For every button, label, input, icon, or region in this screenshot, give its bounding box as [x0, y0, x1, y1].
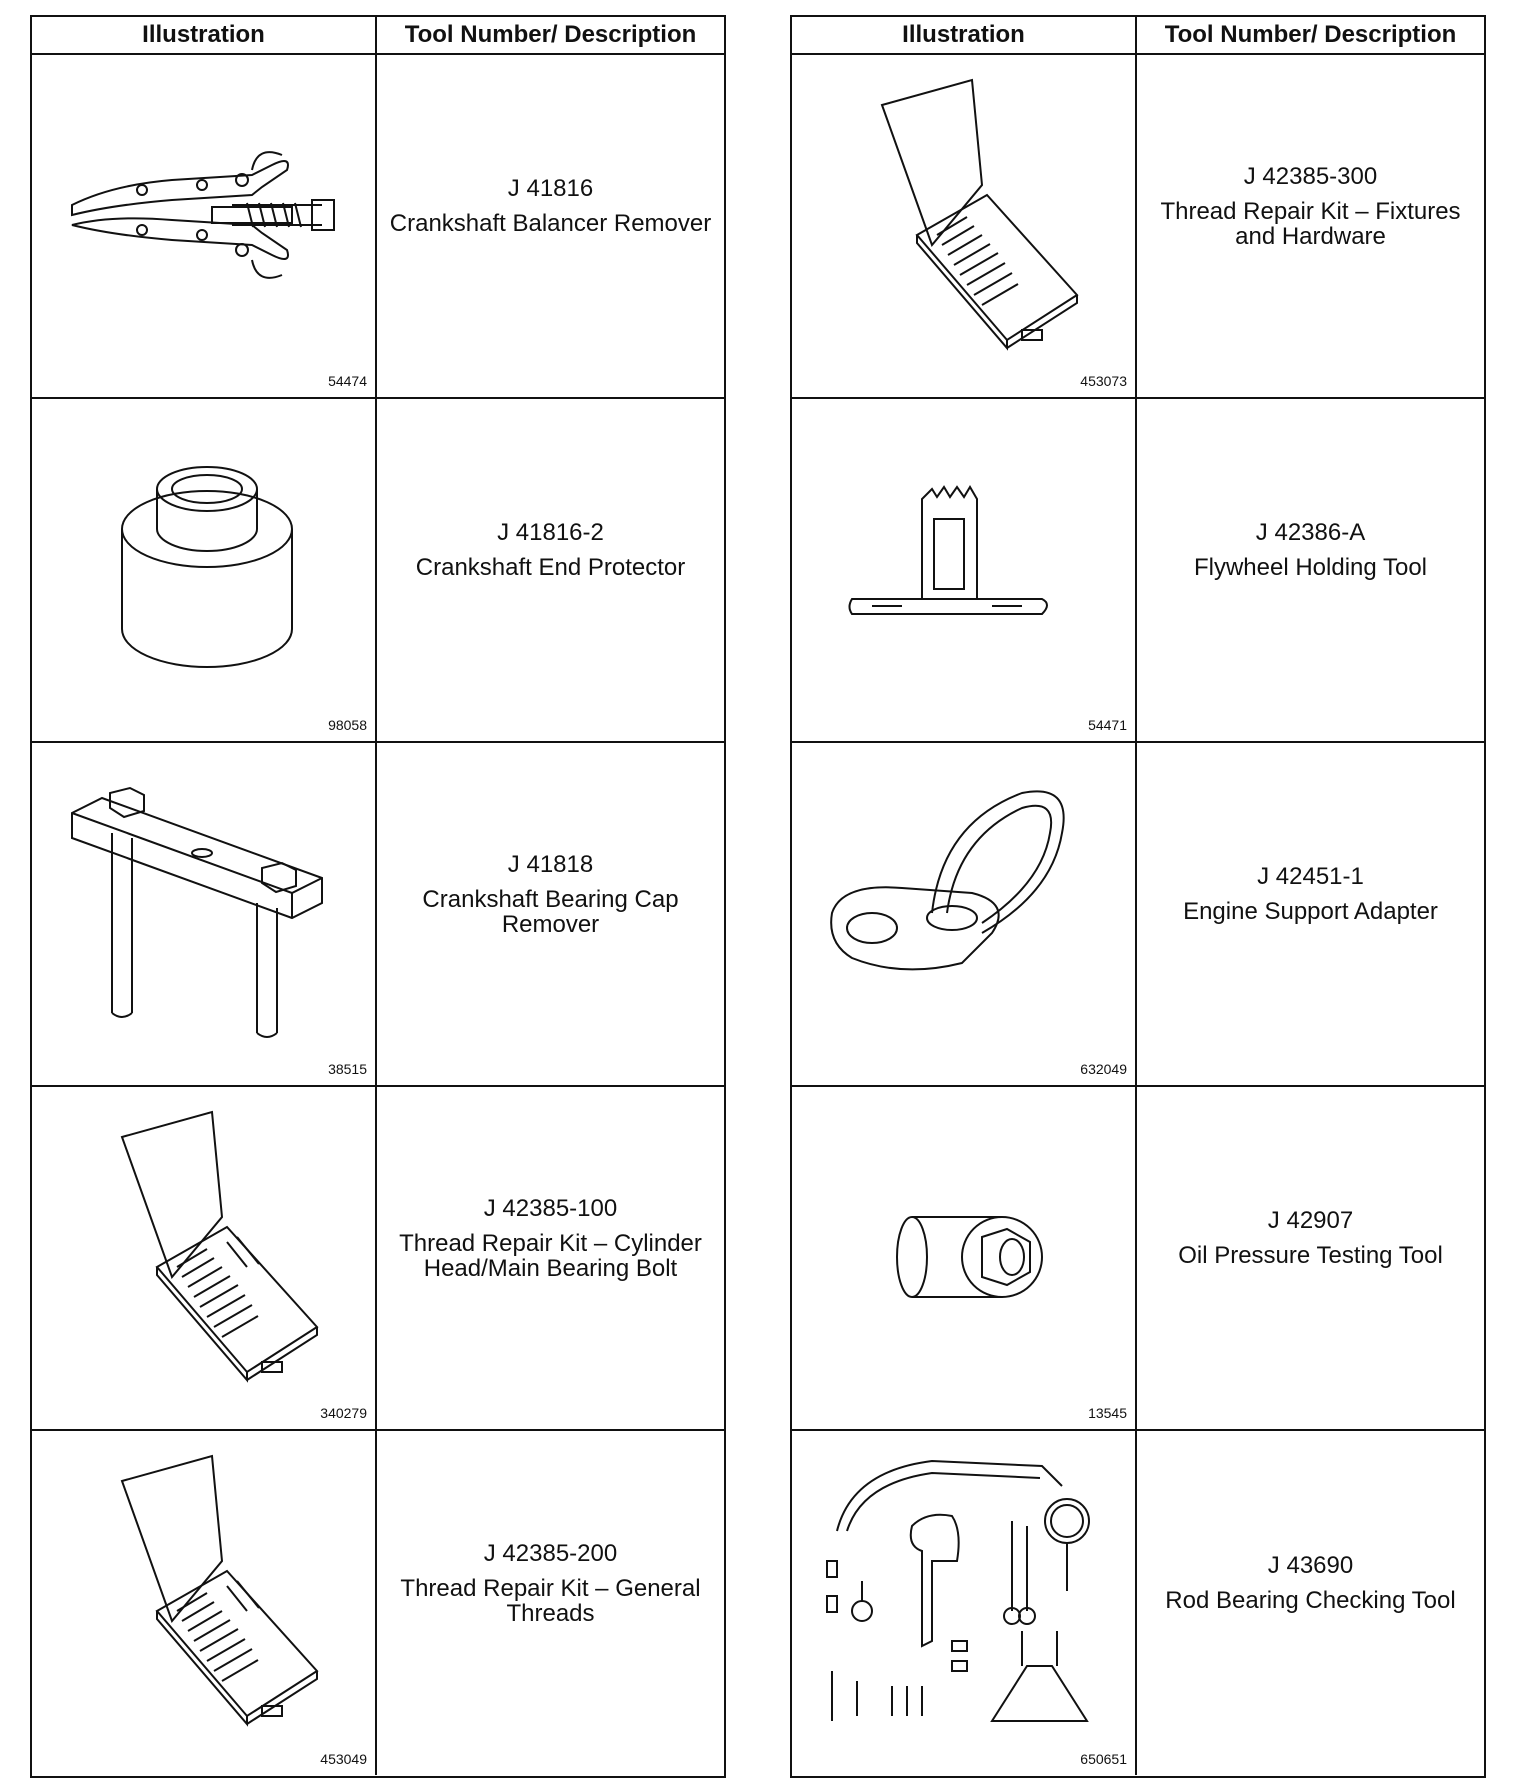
illustration-cell [32, 743, 377, 1085]
tool-name: Crankshaft End Protector [415, 554, 686, 581]
tool-table-left [30, 15, 726, 1778]
tool-number: J 42385-200 [483, 1539, 618, 1567]
tool-description [377, 743, 724, 1085]
engine-support-adapter-illustration [812, 763, 1112, 1043]
flywheel-holding-tool-illustration [812, 419, 1112, 699]
tool-name: Crankshaft Bearing Cap Remover [422, 885, 679, 938]
balancer-remover-illustration [52, 75, 352, 355]
table-row [792, 1431, 1484, 1775]
tool-name: Thread Repair Kit – General Threads [400, 1574, 701, 1627]
table-row [32, 1087, 724, 1431]
figure-number: 453073 [1080, 373, 1127, 389]
table-row [792, 55, 1484, 399]
figure-number: 650651 [1080, 1751, 1127, 1767]
tool-description [1137, 1087, 1484, 1429]
oil-pressure-tool-illustration [812, 1107, 1112, 1387]
figure-number: 632049 [1080, 1061, 1127, 1077]
tool-number: J 43690 [1267, 1552, 1354, 1579]
table-row [32, 743, 724, 1087]
illustration-cell [792, 1087, 1137, 1429]
tool-number: J 41818 [507, 850, 594, 878]
thread-repair-kit-illustration [52, 1107, 352, 1387]
table-row [792, 743, 1484, 1087]
tool-number: J 41816-2 [497, 519, 604, 546]
tool-name: Oil Pressure Testing Tool [1178, 1242, 1443, 1269]
tool-description [377, 1431, 724, 1775]
tool-number: J 42451-1 [1257, 863, 1364, 890]
tool-name: Rod Bearing Checking Tool [1165, 1587, 1456, 1614]
illustration-cell [792, 399, 1137, 741]
tool-name: Thread Repair Kit – Cylinder Head/Main Bearing Bolt [399, 1229, 702, 1282]
illustration-cell [792, 55, 1137, 397]
table-row [32, 55, 724, 399]
illustration-cell [32, 1087, 377, 1429]
thread-repair-kit-illustration [52, 1451, 352, 1731]
end-protector-illustration [52, 419, 352, 699]
table-row [792, 1087, 1484, 1431]
tool-name: Thread Repair Kit – Fixtures and Hardware [1160, 197, 1461, 250]
illustration-header: Illustration [32, 17, 377, 53]
tool-number: J 42385-300 [1243, 162, 1378, 190]
tool-number: J 42907 [1267, 1207, 1354, 1234]
table-header [792, 17, 1484, 55]
tool-header: Tool Number/ Description [404, 21, 697, 48]
rod-bearing-checking-tool-illustration [812, 1451, 1112, 1731]
tool-description [1137, 399, 1484, 741]
thread-repair-kit-illustration [812, 75, 1112, 355]
tool-number: J 42386-A [1255, 519, 1366, 546]
figure-number: 54471 [1088, 717, 1127, 733]
tool-name: Engine Support Adapter [1183, 898, 1438, 925]
figure-number: 98058 [328, 717, 367, 733]
tool-header: Tool Number/ Description [1164, 21, 1457, 48]
tool-description [377, 55, 724, 397]
bearing-cap-remover-illustration [52, 763, 352, 1043]
tool-description [1137, 1431, 1484, 1775]
table-row [792, 399, 1484, 743]
tool-table-right [790, 15, 1486, 1778]
illustration-cell [792, 1431, 1137, 1775]
illustration-cell [792, 743, 1137, 1085]
tool-description [1137, 743, 1484, 1085]
tool-description [377, 399, 724, 741]
figure-number: 453049 [320, 1751, 367, 1767]
illustration-cell [32, 399, 377, 741]
figure-number: 13545 [1088, 1405, 1127, 1421]
tool-name: Flywheel Holding Tool [1193, 554, 1427, 581]
table-header [32, 17, 724, 55]
illustration-header: Illustration [792, 17, 1137, 53]
figure-number: 54474 [328, 373, 367, 389]
table-row [32, 399, 724, 743]
tool-description [1137, 55, 1484, 397]
tool-number: J 42385-100 [483, 1194, 618, 1222]
illustration-cell [32, 55, 377, 397]
tool-name: Crankshaft Balancer Remover [389, 210, 712, 237]
figure-number: 340279 [320, 1405, 367, 1421]
table-row [32, 1431, 724, 1775]
illustration-cell [32, 1431, 377, 1775]
tool-description [377, 1087, 724, 1429]
figure-number: 38515 [328, 1061, 367, 1077]
tool-number: J 41816 [507, 175, 594, 202]
